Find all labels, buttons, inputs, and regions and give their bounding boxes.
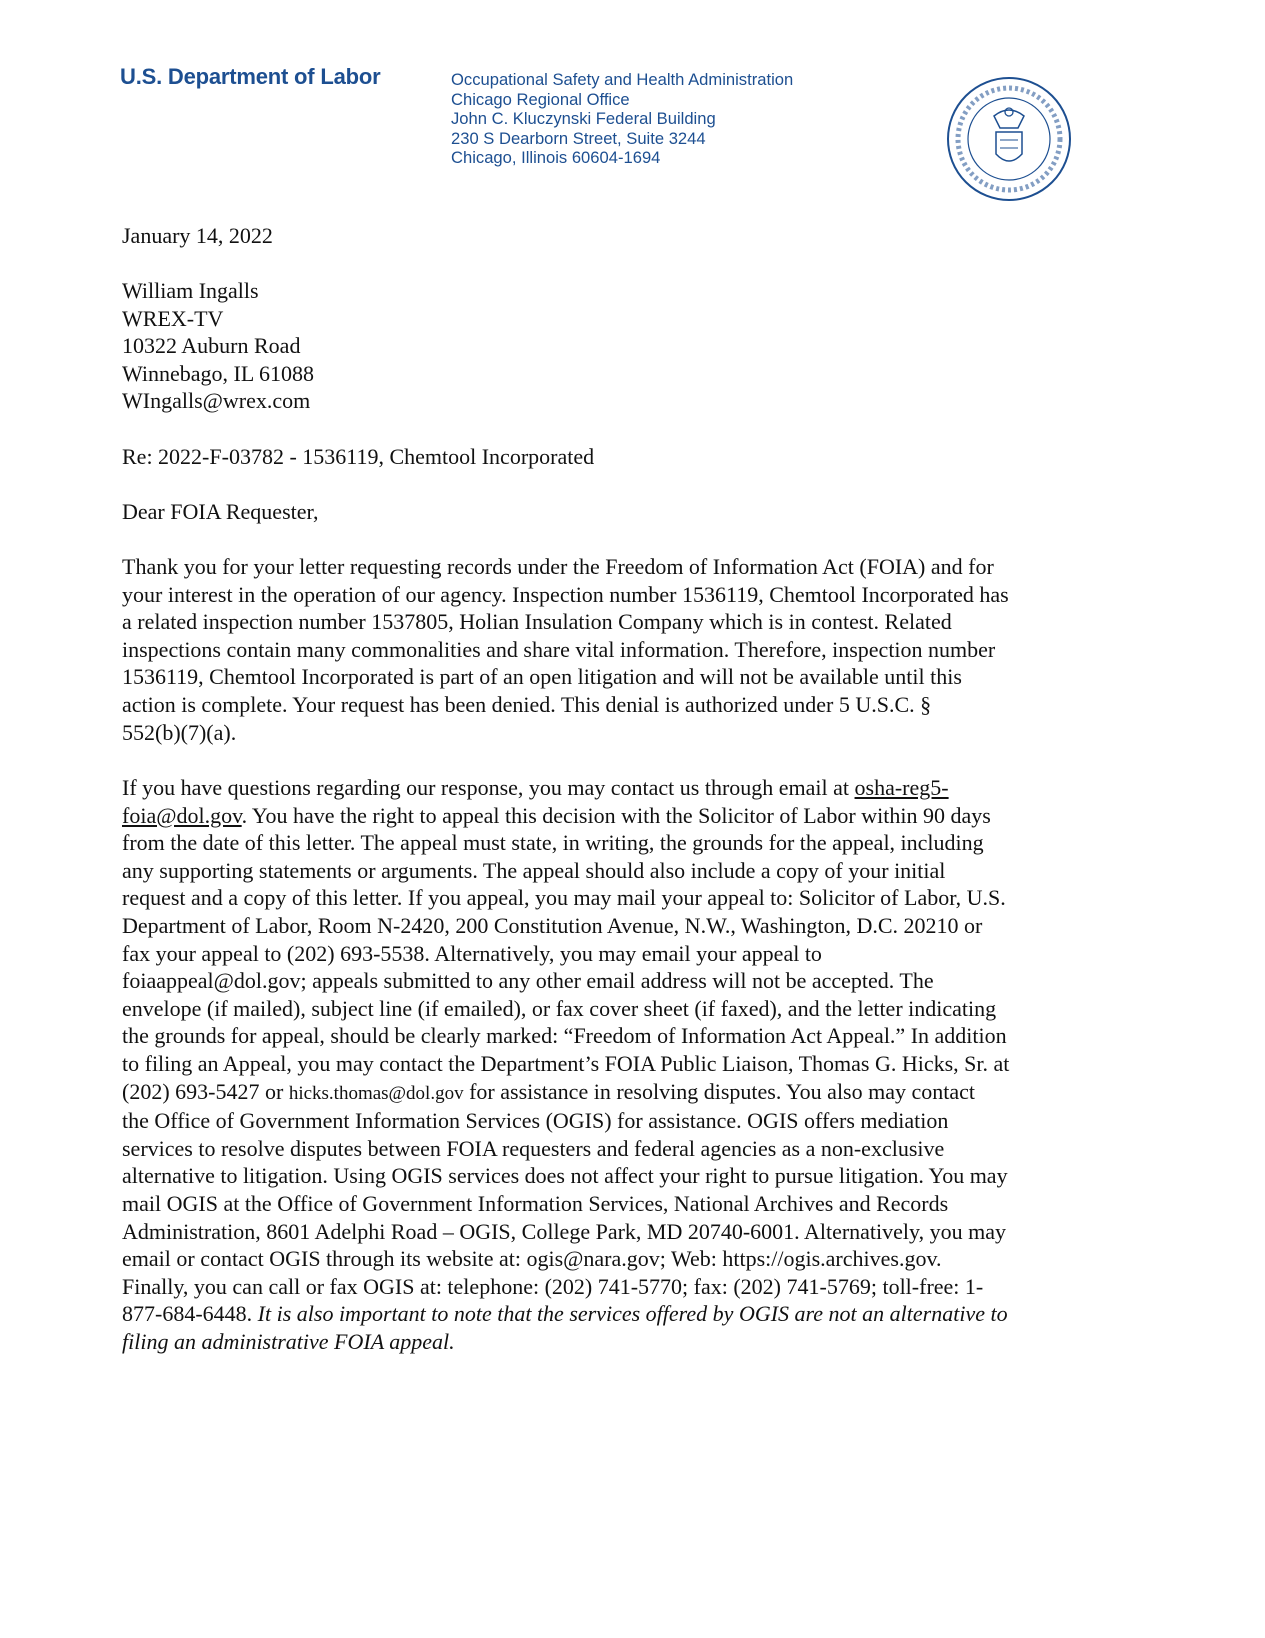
text-segment: hicks.thomas@dol.gov [288,1082,464,1104]
paragraph-line [122,1050,1009,1078]
email-link[interactable]: foia@dol.gov [122,802,242,828]
text-segment: a related inspection number 1537805, Holian Insulation Company which is in contest. Related [122,609,952,635]
paragraph-line [122,829,1009,857]
text-segment: Administration, 8601 Adelphi Road – OGIS, College Park, MD 20740-6001. Alternatively, you may [122,1218,1006,1244]
text-segment: It is also important to note that the services offered by OGIS are not an alternative to [257,1301,1008,1327]
paragraph-line [122,1078,1009,1108]
paragraph-line [122,608,1009,636]
address-line: Chicago Regional Office [451,89,630,109]
text-segment: envelope (if mailed), subject line (if emailed), or fax cover sheet (if faxed), and the letter indicating [122,995,997,1021]
paragraph-line [122,940,1009,968]
text-segment: from the date of this letter. The appeal must state, in writing, the grounds for the appeal, including [122,830,984,856]
recipient-block [122,277,314,415]
paragraph-line [122,774,1009,802]
office-address [451,70,793,168]
text-segment: the grounds for appeal, should be clearly marked: “Freedom of Information Act Appeal.” In addition [122,1023,1007,1049]
text-segment: services to resolve disputes between FOIA requesters and federal agencies as a non-exclusive [122,1135,945,1161]
text-segment: to filing an Appeal, you may contact the Department’s FOIA Public Liaison, Thomas G. Hicks, Sr. at [122,1050,1010,1076]
paragraph-line [122,1273,1009,1301]
paragraph-line [122,995,1009,1023]
text-segment: the Office of Government Information Services (OGIS) for assistance. OGIS offers mediation [122,1108,949,1134]
paragraph-line [122,1245,1009,1273]
address-line: John C. Kluczynski Federal Building [451,109,716,129]
paragraph-line [122,581,1009,609]
paragraph-line [122,663,1009,691]
text-segment: fax your appeal to (202) 693-5538. Alternatively, you may email your appeal to [122,940,822,966]
paragraph-line [122,1162,1009,1190]
paragraph-line [122,857,1009,885]
paragraph-line [122,967,1009,995]
address-line: Chicago, Illinois 60604-1694 [451,148,661,168]
recipient-street: 10322 Auburn Road [122,333,301,359]
text-segment: If you have questions regarding our response, you may contact us through email at [122,775,855,800]
text-segment: Thank you for your letter requesting records under the Freedom of Information Act (FOIA) and for [122,554,994,579]
paragraph-line [122,884,1009,912]
paragraph-line [122,1135,1009,1163]
paragraph-line [122,553,1009,581]
text-segment: 552(b)(7)(a). [122,719,237,745]
body-paragraph-denial [122,553,1009,746]
text-segment: request and a copy of this letter. If you appeal, you may mail your appeal to: Solicitor of Labor, U.S. [122,885,1006,911]
paragraph-line [122,802,1009,830]
email-link[interactable]: osha-reg5- [854,775,949,800]
text-segment: any supporting statements or arguments. The appeal should also include a copy of your initial [122,857,946,883]
text-segment: filing an administrative FOIA appeal. [122,1328,455,1354]
letter-date: January 14, 2022 [122,223,273,248]
text-segment: Department of Labor, Room N-2420, 200 Constitution Avenue, N.W., Washington, D.C. 20210 or [122,912,983,938]
paragraph-line [122,636,1009,664]
address-line: Occupational Safety and Health Administration [451,70,794,89]
text-segment: 877-684-6448. [122,1301,258,1327]
text-segment: inspections contain many commonalities and share vital information. Therefore, inspection number [122,636,996,662]
text-segment: . You have the right to appeal this decision with the Solicitor of Labor within 90 days [241,802,991,828]
department-seal-icon [946,76,1072,202]
recipient-email: WIngalls@wrex.com [122,388,311,414]
paragraph-line [122,1300,1009,1328]
text-segment: (202) 693-5427 or [122,1078,289,1104]
department-name: U.S. Department of Labor [120,64,381,89]
re-line: Re: 2022-F-03782 - 1536119, Chemtool Incorporated [122,444,595,469]
text-segment: alternative to litigation. Using OGIS services does not affect your right to pursue litigation. You may [122,1163,1008,1189]
text-segment: for assistance in resolving disputes. You also may contact [463,1078,976,1104]
paragraph-line [122,1190,1009,1218]
paragraph-line [122,912,1009,940]
text-segment: your interest in the operation of our agency. Inspection number 1536119, Chemtool Incorporated has [122,581,1009,607]
text-segment: mail OGIS at the Office of Government Information Services, National Archives and Records [122,1190,949,1216]
body-paragraph-appeal-rights [122,774,1009,1355]
paragraph-line [122,1218,1009,1246]
recipient-city: Winnebago, IL 61088 [122,360,314,386]
text-segment: email or contact OGIS through its website at: ogis@nara.gov; Web: https://ogis.archives.gov. [122,1246,942,1272]
paragraph-line [122,719,1009,747]
recipient-organization: WREX-TV [122,305,224,331]
paragraph-line [122,1328,1009,1356]
paragraph-line [122,1107,1009,1135]
address-line: 230 S Dearborn Street, Suite 3244 [451,128,706,148]
text-segment: Finally, you can call or fax OGIS at: telephone: (202) 741-5770; fax: (202) 741-5769; toll-free: 1- [122,1273,984,1299]
text-segment: foiaappeal@dol.gov; appeals submitted to any other email address will not be accepted. The [122,968,934,994]
recipient-name: William Ingalls [122,278,259,303]
paragraph-line [122,691,1009,719]
text-segment: action is complete. Your request has been denied. This denial is authorized under 5 U.S.C. § [122,691,932,717]
text-segment: 1536119, Chemtool Incorporated is part of an open litigation and will not be available until this [122,664,962,690]
salutation: Dear FOIA Requester, [122,499,319,524]
paragraph-line [122,1022,1009,1050]
